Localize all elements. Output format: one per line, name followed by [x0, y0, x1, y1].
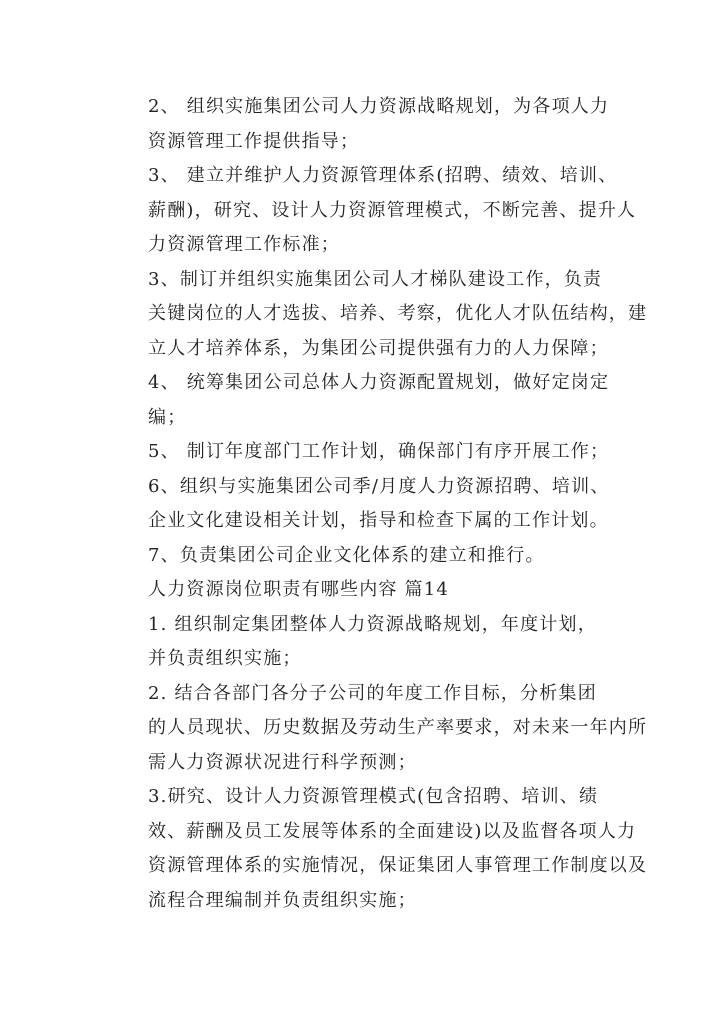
paragraph-q1 [112, 608, 610, 677]
paragraph-4 [112, 366, 610, 435]
paragraph-line: 1. 组织制定集团整体人力资源战略规划，年度计划， [148, 613, 597, 635]
paragraph-line: 编； [148, 406, 187, 428]
paragraph-line: 薪酬)，研究、设计人力资源管理模式，不断完善、提升人 [148, 199, 637, 221]
paragraph-line: 流程合理编制并负责组织实施； [148, 889, 417, 911]
paragraph-5 [112, 435, 610, 470]
paragraph-line: 3、 建立并维护人力资源管理体系(招聘、绩效、培训、 [148, 165, 618, 186]
section-heading: 人力资源岗位职责有哪些内容 篇14 [148, 579, 450, 600]
paragraph-q2 [112, 677, 648, 781]
paragraph-line: 资源管理工作提供指导； [148, 130, 360, 152]
paragraph-line: 效、薪酬及员工发展等体系的全面建设)以及监督各项人力 [148, 820, 637, 842]
paragraph-line: 资源管理体系的实施情况，保证集团人事管理工作制度以及 [148, 855, 648, 876]
paragraph-2 [112, 159, 637, 263]
paragraph-line: 并负责组织实施； [148, 648, 302, 669]
paragraph-q3 [112, 780, 648, 918]
paragraph-line: 力资源管理工作标准； [148, 234, 340, 255]
paragraph-line: 需人力资源状况进行科学预测； [148, 751, 417, 773]
paragraph-1 [112, 90, 610, 159]
paragraph-3 [112, 263, 648, 367]
paragraph-line: 6、组织与实施集团公司季/月度人力资源招聘、培训、 [148, 475, 610, 497]
paragraph-line: 5、 制订年度部门工作计划，确保部门有序开展工作； [148, 441, 610, 462]
paragraph-7 [112, 539, 610, 574]
paragraph-line: 企业文化建设相关计划，指导和检查下属的工作计划。 [148, 510, 609, 531]
paragraph-line: 的人员现状、历史数据及劳动生产率要求，对未来一年内所 [148, 717, 648, 738]
paragraph-line: 2. 结合各部门各分子公司的年度工作目标，分析集团 [148, 682, 597, 704]
paragraph-6 [112, 470, 610, 539]
paragraph-line: 3、制订并组织实施集团公司人才梯队建设工作，负责 [148, 268, 603, 290]
paragraph-line: 立人才培养体系，为集团公司提供强有力的人力保障； [148, 337, 609, 359]
paragraph-line: 3.研究、设计人力资源管理模式(包含招聘、培训、绩 [148, 786, 599, 807]
paragraph-line: 7、负责集团公司企业文化体系的建立和推行。 [148, 544, 545, 566]
paragraph-line: 2、 组织实施集团公司人力资源战略规划，为各项人力 [148, 96, 610, 117]
document-body [112, 90, 648, 918]
paragraph-line: 关键岗位的人才选拔、培养、考察，优化人才队伍结构，建 [148, 303, 648, 324]
paragraph-line: 4、 统筹集团公司总体人力资源配置规划，做好定岗定 [148, 372, 610, 393]
